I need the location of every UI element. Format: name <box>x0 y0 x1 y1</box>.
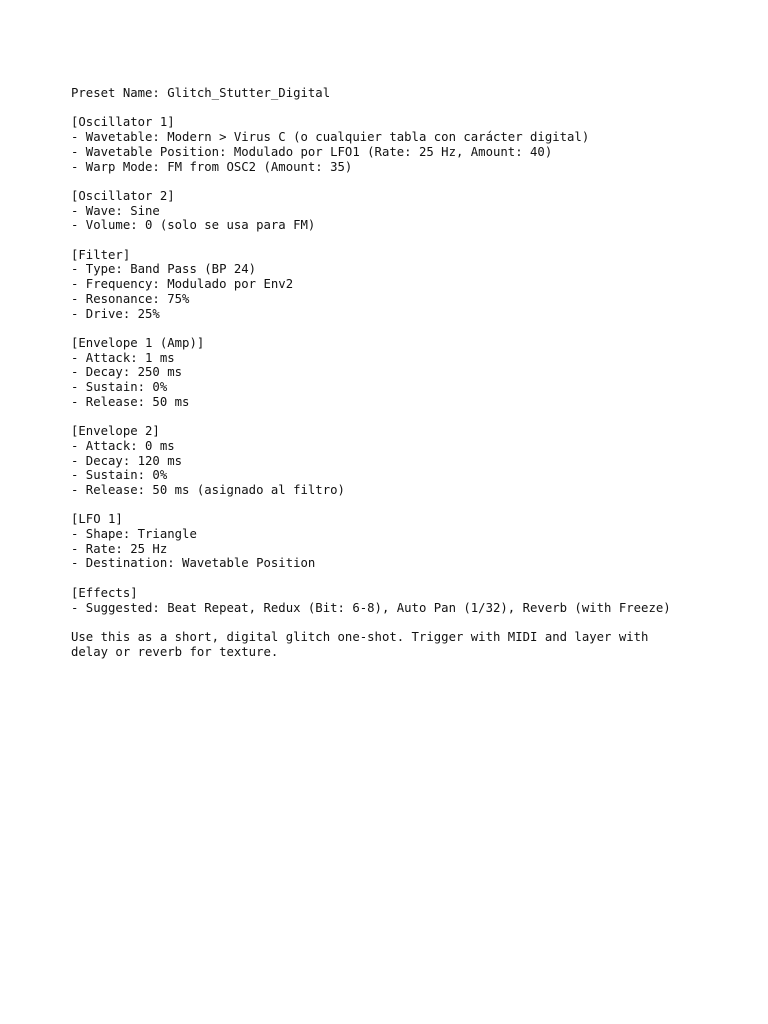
preset-name-line: Preset Name: Glitch_Stutter_Digital <box>71 86 331 100</box>
param-line: - Destination: Wavetable Position <box>71 556 316 571</box>
param-line: - Decay: 250 ms <box>71 365 183 380</box>
param-line: - Shape: Triangle <box>71 527 197 541</box>
section-header: [LFO 1] <box>71 512 123 527</box>
param-line: - Resonance: 75% <box>71 291 190 306</box>
param-line: - Release: 50 ms <box>71 394 190 409</box>
param-line: - Rate: 25 Hz <box>71 541 168 556</box>
section-envelope-2 <box>71 424 731 498</box>
param-line: - Wave: Sine <box>71 203 160 218</box>
param-line: - Volume: 0 (solo se usa para FM) <box>71 218 316 233</box>
param-line: - Attack: 0 ms <box>71 438 175 453</box>
param-line: - Release: 50 ms (asignado al filtro) <box>71 482 345 497</box>
section-oscillator-1 <box>71 115 731 174</box>
section-effects <box>71 586 731 615</box>
param-line: - Wavetable Position: Modulado por LFO1 (Rate: 25 Hz, Amount: 40) <box>71 144 553 159</box>
closing-line: delay or reverb for texture. <box>71 644 279 659</box>
spacer <box>71 174 731 189</box>
spacer <box>71 233 731 248</box>
param-line: - Decay: 120 ms <box>71 453 183 468</box>
param-line: - Frequency: Modulado por Env2 <box>71 277 294 292</box>
section-header: [Oscillator 2] <box>71 188 175 203</box>
spacer <box>71 615 731 630</box>
param-line: - Drive: 25% <box>71 306 160 321</box>
param-line: - Type: Band Pass (BP 24) <box>71 262 257 277</box>
section-header: [Envelope 2] <box>71 424 160 439</box>
spacer <box>71 409 731 424</box>
section-filter <box>71 248 731 322</box>
spacer <box>71 321 731 336</box>
section-header: [Envelope 1 (Amp)] <box>71 335 205 350</box>
closing-line: Use this as a short, digital glitch one-shot. Trigger with MIDI and layer with <box>71 629 649 644</box>
section-header: [Effects] <box>71 585 138 600</box>
section-oscillator-2 <box>71 189 731 233</box>
spacer <box>71 498 731 513</box>
param-line: - Wavetable: Modern > Virus C (o cualquier tabla con carácter digital) <box>71 130 590 145</box>
param-line: - Warp Mode: FM from OSC2 (Amount: 35) <box>71 159 353 174</box>
param-line: - Sustain: 0% <box>71 468 168 483</box>
closing-paragraph <box>71 630 731 659</box>
param-line: - Sustain: 0% <box>71 380 168 394</box>
spacer <box>71 571 731 586</box>
section-header: [Filter] <box>71 247 131 262</box>
section-lfo-1 <box>71 512 731 571</box>
section-envelope-1 <box>71 336 731 410</box>
document-page <box>71 86 731 659</box>
section-header: [Oscillator 1] <box>71 115 175 130</box>
spacer <box>71 101 731 116</box>
param-line: - Suggested: Beat Repeat, Redux (Bit: 6-8), Auto Pan (1/32), Reverb (with Freeze) <box>71 600 671 615</box>
param-line: - Attack: 1 ms <box>71 350 175 365</box>
